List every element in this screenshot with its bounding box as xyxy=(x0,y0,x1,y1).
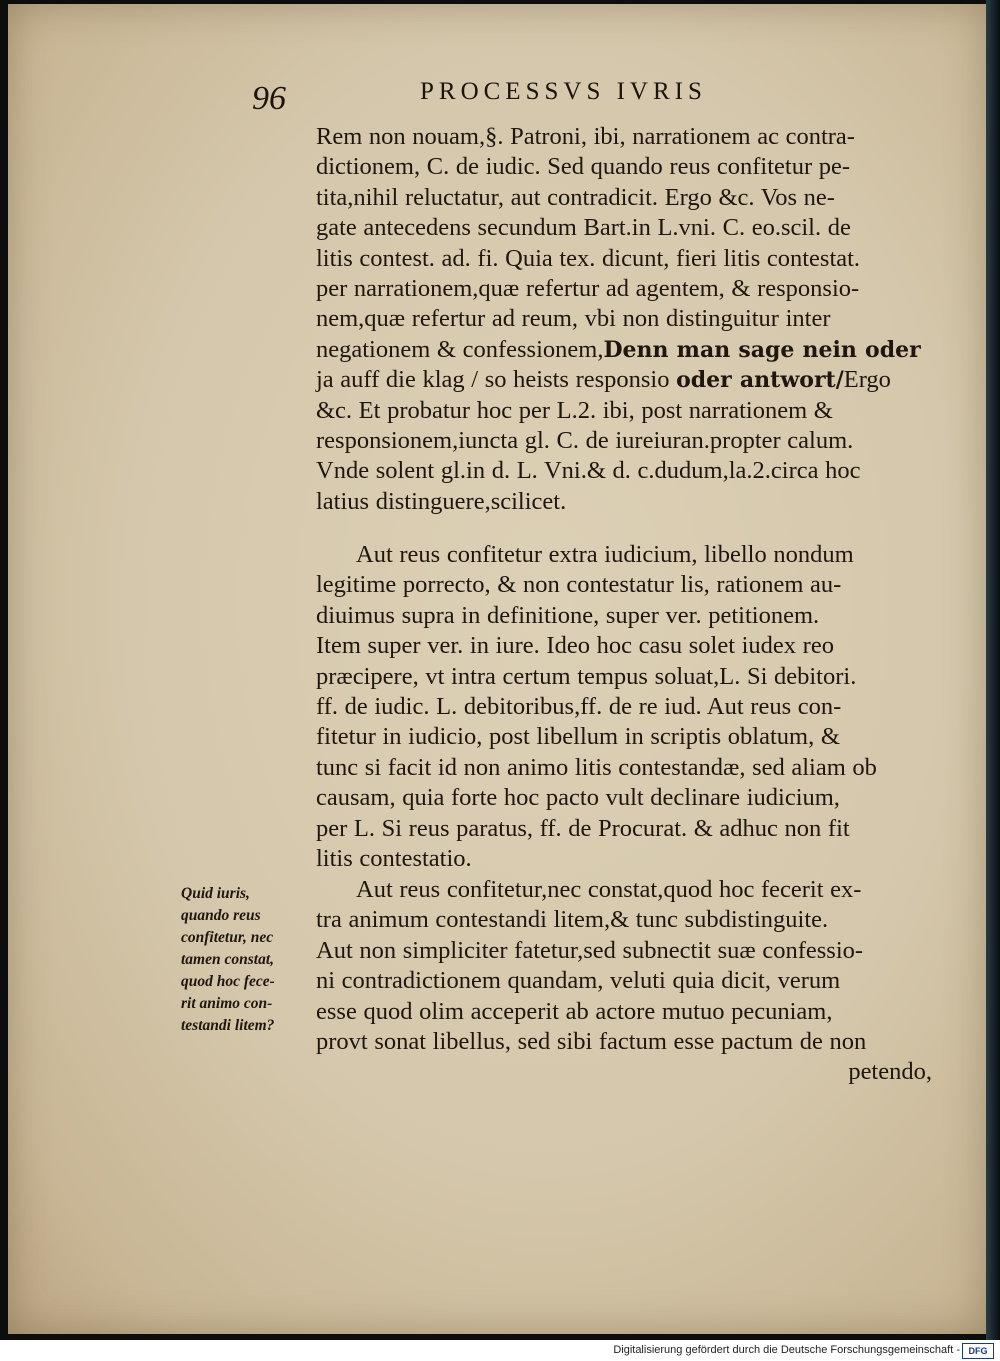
paragraph-1 xyxy=(316,122,921,517)
text-line: præcipere, vt intra certum tempus soluat,L. Si debitori. xyxy=(316,662,857,690)
text-line: gate antecedens secundum Bart.in L.vni. C. eo.scil. de xyxy=(316,214,851,242)
dfg-logo-icon: DFG xyxy=(962,1343,994,1359)
running-title: PROCESSVS IVRIS xyxy=(420,78,707,105)
page-number: 96 xyxy=(252,80,286,117)
paragraph-3 xyxy=(316,875,932,1088)
paragraph-2 xyxy=(316,540,877,874)
margin-note-line: tamen constat, xyxy=(181,951,275,968)
margin-note-line: Quid iuris, xyxy=(181,885,250,902)
margin-note-line: rit animo con- xyxy=(181,995,273,1012)
text-line: diuimus supra in definitione, super ver. petitionem. xyxy=(316,601,820,629)
book-edge xyxy=(986,0,1000,1340)
margin-note-line: testandi litem? xyxy=(181,1017,275,1034)
text-line: nem,quæ refertur ad reum, vbi non distinguitur inter xyxy=(316,305,831,333)
text-line: provt sonat libellus, sed sibi factum esse pactum de non xyxy=(316,1027,867,1055)
fraktur-text: Denn man sage nein oder xyxy=(603,336,921,363)
text-line: tita,nihil reluctatur, aut contradicit. Ergo &c. Vos ne- xyxy=(316,183,835,211)
footer-bar xyxy=(0,1340,1000,1361)
text-line: esse quod olim acceperit ab actore mutuo pecuniam, xyxy=(316,997,833,1025)
text-line: ff. de iudic. L. debitoribus,ff. de re iud. Aut reus con- xyxy=(316,692,842,720)
text-line: Vnde solent gl.in d. L. Vni.& d. c.dudum,la.2.circa hoc xyxy=(316,457,861,485)
text-line: latius distinguere,scilicet. xyxy=(316,487,567,515)
text-line: negationem & confessionem,Denn man sage nein oder xyxy=(316,335,921,363)
text-line: Item super ver. in iure. Ideo hoc casu solet iudex reo xyxy=(316,632,834,660)
text-line: causam, quia forte hoc pacto vult declinare iudicium, xyxy=(316,784,840,812)
catchword: petendo, xyxy=(848,1058,932,1086)
margin-note-line: confitetur, nec xyxy=(181,929,274,946)
text-line: fitetur in iudicio, post libellum in scriptis oblatum, & xyxy=(316,723,840,751)
text-line: dictionem, C. de iudic. Sed quando reus confitetur pe- xyxy=(316,153,851,181)
text-line: legitime porrecto, & non contestatur lis, rationem au- xyxy=(316,571,842,599)
text-line: &c. Et probatur hoc per L.2. ibi, post narrationem & xyxy=(316,396,833,424)
text-line: Rem non nouam,§. Patroni, ibi, narrationem ac contra- xyxy=(316,123,855,150)
text-line: per L. Si reus paratus, ff. de Procurat. & adhuc non fit xyxy=(316,814,850,842)
text-line: per narrationem,quæ refertur ad agentem, & responsio- xyxy=(316,274,860,302)
text-line: tra animum contestandi litem,& tunc subdistinguite. xyxy=(316,906,829,934)
text-line: tunc si facit id non animo litis contestandæ, sed aliam ob xyxy=(316,753,877,781)
footer-credit: Digitalisierung gefördert durch die Deutsche Forschungsgemeinschaft - xyxy=(613,1344,960,1356)
margin-note-line: quod hoc fece- xyxy=(181,973,275,990)
text-line: responsionem,iuncta gl. C. de iureiuran.propter calum. xyxy=(316,426,854,454)
text-line: litis contestatio. xyxy=(316,844,472,872)
margin-note xyxy=(181,883,311,1037)
margin-note-line: quando reus xyxy=(181,907,261,924)
text-line: Aut reus confitetur,nec constat,quod hoc fecerit ex- xyxy=(356,876,862,903)
text-line: Aut reus confitetur extra iudicium, libello nondum xyxy=(356,541,854,568)
text-line: ja auff die klag / so heists responsio oder antwort/Ergo xyxy=(316,366,891,394)
text-line: litis contest. ad. fi. Quia tex. dicunt, fieri litis contestat. xyxy=(316,244,861,272)
fraktur-text: oder antwort/ xyxy=(676,367,844,394)
text-line: Aut non simpliciter fatetur,sed subnectit suæ confessio- xyxy=(316,936,864,964)
text-line: ni contradictionem quandam, veluti quia dicit, verum xyxy=(316,967,841,995)
